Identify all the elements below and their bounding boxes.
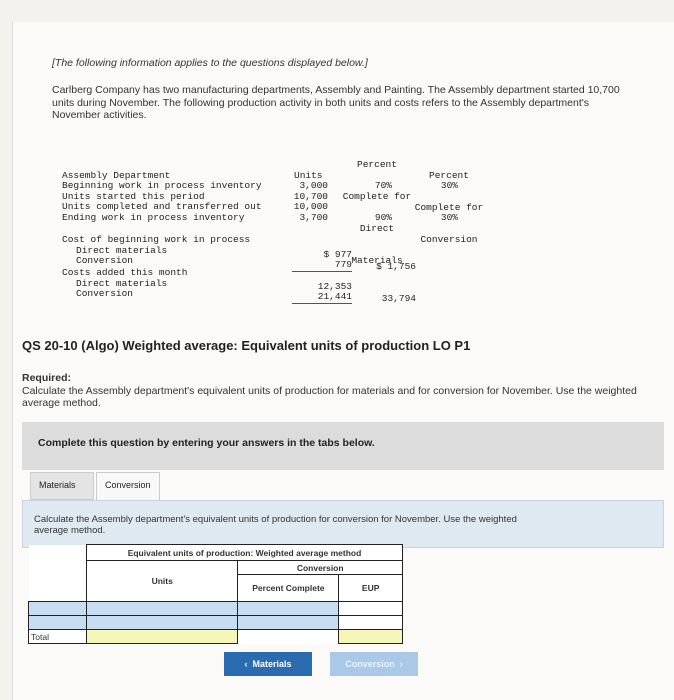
total-units xyxy=(87,630,238,644)
cost-added-total: 33,794 xyxy=(381,293,416,304)
instruction-text xyxy=(34,514,634,536)
dept-label: Assembly Department xyxy=(62,170,171,181)
header-percent-materials: Percent Complete for Direct Materials xyxy=(342,159,412,266)
total-eup xyxy=(339,630,403,644)
cost-bwip-total: $ 1,756 xyxy=(376,261,416,272)
eup-cell xyxy=(339,602,403,616)
cost-bwip-dm-label: Direct materials xyxy=(76,244,168,256)
row-units-started: 10,700 xyxy=(293,190,328,202)
intro-note: [The following information applies to the questions displayed below.] xyxy=(52,57,368,69)
next-conversion-button[interactable] xyxy=(330,652,418,676)
table-row xyxy=(29,630,403,644)
row-label-input[interactable] xyxy=(29,616,87,630)
row-conversion-bwip: 30% xyxy=(440,180,458,191)
cost-bwip-title: Cost of beginning work in process xyxy=(62,234,251,245)
row-label-input[interactable] xyxy=(29,602,87,616)
top-bar xyxy=(0,0,674,22)
row-conversion-ewip: 30% xyxy=(440,211,458,223)
conversion-header: Conversion xyxy=(238,561,403,575)
row-label-ewip: Ending work in process inventory xyxy=(62,211,245,223)
cost-added-dm-label: Direct materials xyxy=(76,277,168,289)
eup-header: EUP xyxy=(339,575,403,602)
header-units: Units xyxy=(294,170,323,181)
eup-table xyxy=(28,544,403,644)
cost-added-dm: 12,353 xyxy=(317,281,352,292)
problem-description xyxy=(52,84,672,122)
cost-added-conv: 21,441 xyxy=(292,292,352,304)
chevron-left-icon: ‹ xyxy=(244,659,248,669)
next-label: Conversion xyxy=(345,659,395,669)
required-label: Required: xyxy=(22,372,72,384)
description-line-3: November activities. xyxy=(52,109,147,121)
required-text xyxy=(22,385,672,409)
description-line-1: Carlberg Company has two manufacturing departments, Assembly and Painting. The Assembly department started 10,700 xyxy=(52,84,620,96)
row-units-ewip: 3,700 xyxy=(299,211,328,223)
row-label-bwip: Beginning work in process inventory xyxy=(62,180,262,191)
cost-bwip-dm: $ 977 xyxy=(323,249,352,260)
table-row xyxy=(29,602,403,616)
prev-materials-button[interactable] xyxy=(224,652,312,676)
cost-bwip-conv: 779 xyxy=(292,260,352,272)
required-line-2: average method. xyxy=(22,397,101,409)
cost-added-conv-label: Conversion xyxy=(76,288,134,299)
percent-input[interactable] xyxy=(238,616,339,630)
row-units-bwip: 3,000 xyxy=(299,180,328,191)
cost-bwip-conv-label: Conversion xyxy=(76,255,134,266)
tab-materials[interactable]: Materials xyxy=(30,472,94,500)
row-materials-bwip: 70% xyxy=(374,180,392,191)
instruction-line-1: Calculate the Assembly department's equivalent units of production for conversion for November. Use the weighted xyxy=(34,514,517,525)
units-input[interactable] xyxy=(87,616,238,630)
complete-prompt: Complete this question by entering your answers in the tabs below. xyxy=(38,437,375,449)
table-row xyxy=(29,616,403,630)
chevron-right-icon: › xyxy=(399,659,403,669)
question-title: QS 20-10 (Algo) Weighted average: Equivalent units of production LO P1 xyxy=(22,338,471,353)
tab-conversion[interactable]: Conversion xyxy=(96,472,160,502)
row-units-completed: 10,000 xyxy=(293,201,328,212)
units-header: Units xyxy=(87,561,238,602)
units-input[interactable] xyxy=(87,602,238,616)
total-label: Total xyxy=(29,630,87,644)
cost-added-title: Costs added this month xyxy=(62,267,188,278)
prev-label: Materials xyxy=(252,659,292,669)
row-label-completed: Units completed and transferred out xyxy=(62,201,262,212)
eup-table-title: Equivalent units of production: Weighted average method xyxy=(87,545,403,561)
description-line-2: units during November. The following production activity in both units and costs refers to the Assembly department's xyxy=(52,96,590,109)
instruction-line-2: average method. xyxy=(34,525,106,536)
row-label-started: Units started this period xyxy=(62,190,205,202)
percent-complete-header: Percent Complete xyxy=(238,575,339,602)
row-materials-ewip: 90% xyxy=(374,211,392,223)
required-line-1: Calculate the Assembly department's equivalent units of production for materials and for conversion for November. Use the weighted xyxy=(22,385,637,397)
header-percent-conversion: Percent Complete for Conversion xyxy=(414,170,484,245)
percent-input[interactable] xyxy=(238,602,339,616)
eup-cell xyxy=(339,616,403,630)
